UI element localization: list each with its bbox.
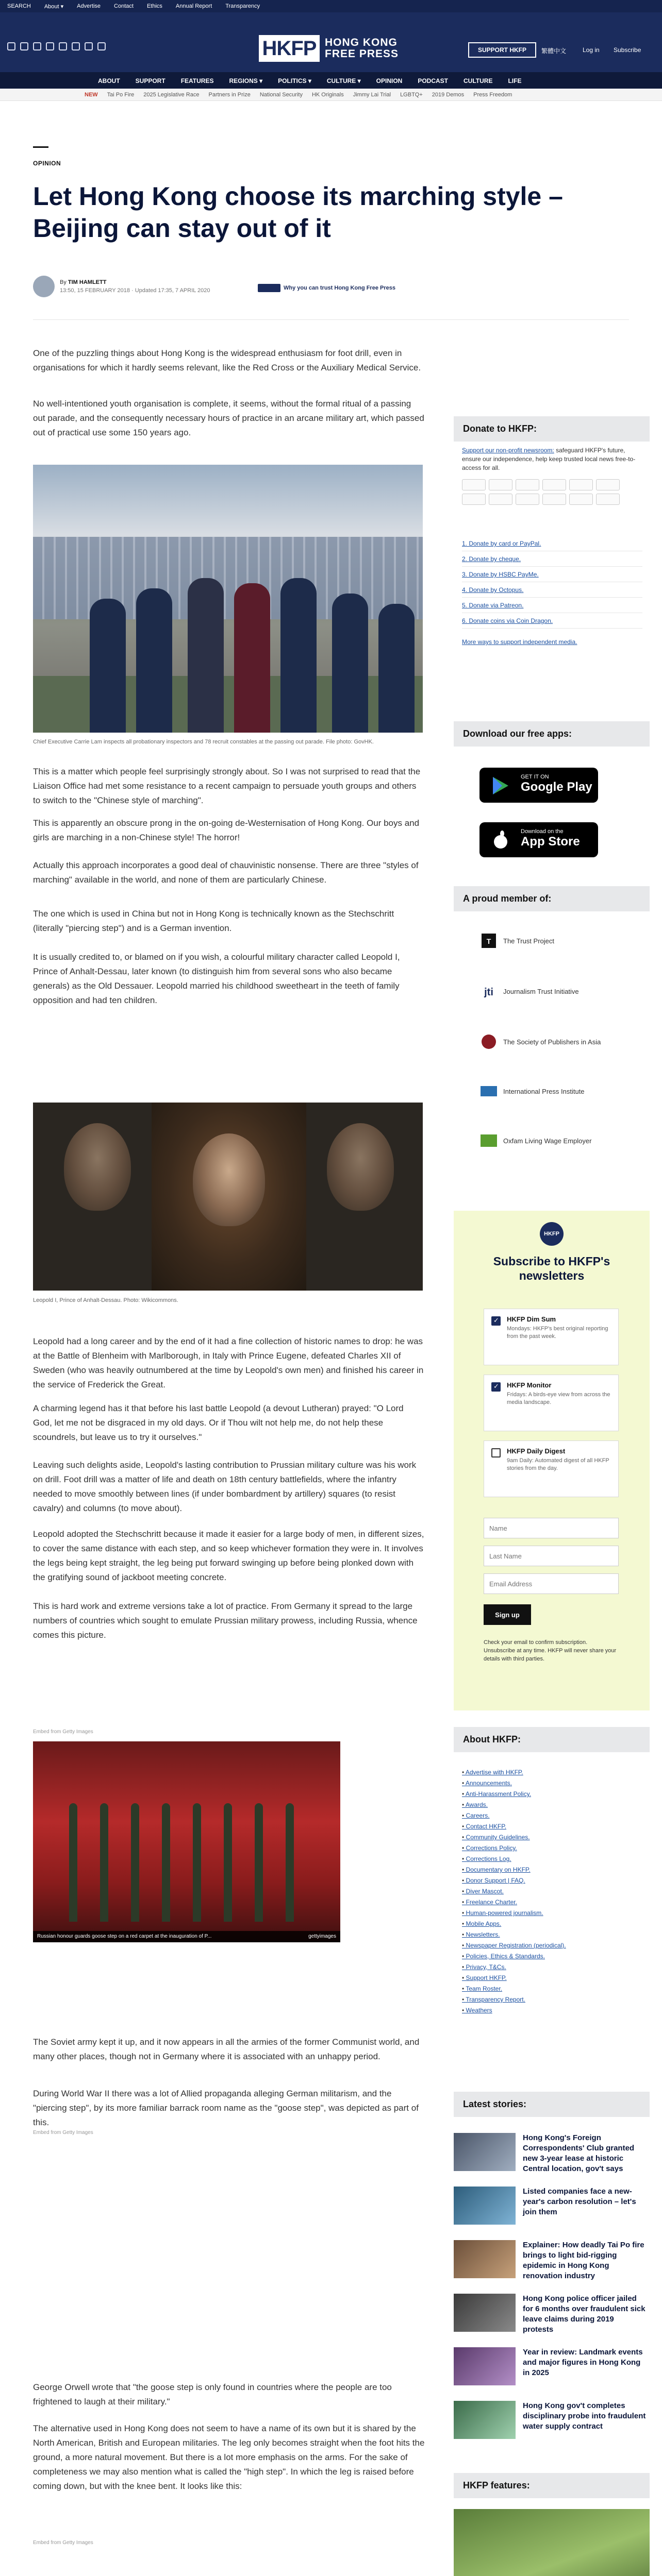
story-title[interactable]: Explainer: How deadly Tai Po fire brings to light bid-rigging epidemic in Hong Kong renovation industry	[523, 2241, 644, 2280]
about-link[interactable]: • Freelance Charter.	[462, 1897, 642, 1908]
language-switch[interactable]: 繁體中文	[541, 47, 567, 55]
wechat-icon	[569, 494, 593, 505]
utility-bar	[0, 0, 662, 12]
donate-text-body: safeguard HKFP's future, ensure our independence, help keep trusted local news free-to-access for all.	[462, 447, 636, 471]
support-hkfp-button[interactable]: SUPPORT HKFP	[468, 42, 536, 58]
donate-text	[462, 446, 642, 472]
google-play-icon	[491, 776, 510, 795]
about-list	[462, 1767, 642, 2016]
paragraph: The alternative used in Hong Kong does not seem to have a name of its own but it is shared by the North American, British and European militaries. The leg only becomes straight when the foot hits the ground, a more natural movement. But there is a lot more emphasis on the arms. For the sake of completeness we may also mention what is called the "high step". In which the leg is raised before coming down, but with the knee bent. It looks like this:	[33, 2424, 425, 2491]
nav-item-support[interactable]: SUPPORT	[135, 77, 166, 84]
nav-item-opinion[interactable]: OPINION	[376, 77, 403, 84]
paypal-icon	[542, 479, 566, 490]
section-tag[interactable]: OPINION	[33, 160, 61, 167]
site-header	[0, 12, 662, 72]
article-headline: Let Hong Kong choose its marching style – Beijing can stay out of it	[33, 182, 563, 243]
about-title: About HKFP:	[454, 1727, 650, 1752]
trending-item[interactable]: National Security	[259, 92, 303, 98]
about-link[interactable]: • Anti-Harassment Policy.	[462, 1789, 642, 1800]
newsletter-desc: Mondays: HKFP's best original reporting from the past week.	[507, 1326, 608, 1340]
payment-methods	[462, 479, 637, 505]
donate-option[interactable]: 3. Donate by HSBC PayMe.	[462, 567, 642, 582]
contact-link[interactable]: Contact	[114, 3, 134, 9]
story-thumbnail[interactable]	[454, 2240, 516, 2278]
photo-caption: Chief Executive Carrie Lam inspects all probationary inspectors and 78 recruit constables at the passing out parade. File photo: GovHK.	[33, 739, 374, 745]
main-nav	[0, 72, 662, 89]
ipi-logo-icon	[479, 1082, 498, 1100]
author-avatar	[33, 276, 55, 297]
about-link[interactable]: • Community Guidelines.	[462, 1832, 642, 1843]
member-sopa[interactable]	[479, 1032, 601, 1051]
donate-option[interactable]: 2. Donate by cheque.	[462, 551, 642, 567]
app-store-bottom: App Store	[521, 835, 580, 849]
parade-photo	[33, 465, 423, 733]
trending-item[interactable]: Tai Po Fire	[107, 92, 135, 98]
trust-badge[interactable]	[258, 283, 395, 293]
member-ipi[interactable]	[479, 1082, 585, 1100]
latest-story[interactable]	[454, 2240, 650, 2292]
paragraph: Actually this approach incorporates a good deal of chauvinistic nonsense. There are three "styles of marching" available in the world, and none of them are particularly Chinese.	[33, 860, 419, 885]
sign-up-button[interactable]: Sign up	[484, 1604, 531, 1625]
about-link[interactable]: • Team Roster.	[462, 1984, 642, 1994]
search-link[interactable]: SEARCH	[7, 3, 31, 9]
nav-item-politics[interactable]: POLITICS ▾	[278, 77, 311, 84]
trending-item[interactable]: 2019 Demos	[432, 92, 465, 98]
patreon-icon	[462, 494, 486, 505]
paragraph: A charming legend has it that before his last battle Leopold (a devout Lutheran) prayed: "O Lord God, let me not be disgraced in my old days. Or if Thou wilt not help me, do not help these scoundrels, but leave us to try it ourselves."	[33, 1403, 404, 1442]
story-title[interactable]: Hong Kong gov't completes disciplinary probe into fraudulent water supply contract	[523, 2401, 646, 2431]
story-thumbnail[interactable]	[454, 2133, 516, 2171]
section-rule	[33, 146, 48, 148]
payme-icon	[569, 479, 593, 490]
paragraph: Leopold adopted the Stechschritt because it made it easier for a large body of men, in different sizes, to cover the same distance with each step, and so keep whichever formation they were in. It involves the legs being kept straight, the leg being put forward swinging up before being plonked down with the gratifying sound of jackboot meeting concrete.	[33, 1529, 424, 1582]
login-link[interactable]: Log in	[583, 46, 600, 54]
new-badge: NEW	[85, 92, 98, 98]
paragraph: Leaving such delights aside, Leopold's lasting contribution to Prussian military culture was his work on drill. Foot drill was a matter of life and death on 18th century battlefields, where the infantry needed to move smoothly between lines (if under bombardment by artillery) squares (to resist cavalry) and columns (to move about).	[33, 1460, 417, 1513]
about-link[interactable]: • Transparency Report.	[462, 1994, 642, 2005]
trending-item[interactable]: HK Originals	[311, 92, 344, 98]
jti-logo-icon	[479, 982, 498, 1001]
trust-project-icon	[258, 284, 280, 292]
about-link[interactable]: • Announcements.	[462, 1778, 642, 1789]
nav-items	[98, 77, 521, 84]
last-name-input[interactable]	[484, 1546, 619, 1566]
nav-item-culture[interactable]: CULTURE	[464, 77, 493, 84]
svg-text:jti: jti	[484, 987, 493, 998]
logo-mark: HKFP	[259, 35, 320, 62]
mastercard-icon	[462, 479, 486, 490]
youtube-icon[interactable]	[46, 42, 54, 50]
trending-items	[85, 92, 512, 98]
story-thumbnail[interactable]	[454, 2347, 516, 2385]
trending-item[interactable]: Partners in Prize	[208, 92, 251, 98]
about-link[interactable]: • Corrections Policy.	[462, 1843, 642, 1854]
paragraph: George Orwell wrote that "the goose step is only found in countries where the people are too frightened to laugh at their military."	[33, 2382, 392, 2406]
twitter-icon[interactable]	[20, 42, 28, 50]
about-link[interactable]: • Advertise with HKFP.	[462, 1767, 642, 1778]
paragraph: During World War II there was a lot of Allied propaganda alleging German militarism, and the "piercing step", by its more familiar barrack room name as the "goose step", was depicted as part of this.	[33, 2089, 419, 2127]
about-link[interactable]: • Policies, Ethics & Standards.	[462, 1951, 642, 1962]
svg-text:T: T	[486, 937, 491, 945]
nav-item-regions[interactable]: REGIONS ▾	[229, 77, 263, 84]
newsletter-desc: 9am Daily: Automated digest of all HKFP stories from the day.	[507, 1458, 609, 1471]
about-link[interactable]: • Awards.	[462, 1800, 642, 1810]
story-thumbnail[interactable]	[454, 2294, 516, 2332]
newsletter-name: HKFP Daily Digest	[507, 1447, 566, 1455]
advertise-link[interactable]: Advertise	[77, 3, 101, 9]
member-jti[interactable]	[479, 982, 579, 1001]
trust-project-logo-icon	[479, 931, 498, 950]
trending-bar	[0, 89, 662, 101]
features-title: HKFP features:	[454, 2473, 650, 2498]
logo-name	[325, 37, 399, 60]
oxfam-logo-icon	[479, 1131, 498, 1150]
donate-option[interactable]: 4. Donate by Octopus.	[462, 582, 642, 598]
ethics-link[interactable]: Ethics	[146, 3, 162, 9]
latest-title: Latest stories:	[454, 2092, 650, 2117]
feature-thumbnail[interactable]	[454, 2509, 650, 2576]
story-thumbnail[interactable]	[454, 2401, 516, 2439]
site-logo[interactable]	[259, 34, 399, 63]
about-link[interactable]: • Mobile Apps.	[462, 1919, 642, 1929]
amex-icon	[516, 479, 539, 490]
nav-item-about[interactable]: ABOUT	[98, 77, 120, 84]
paragraph: This is hard work and extreme versions take a lot of practice. From Germany it spread to the large numbers of countries which sought to emulate Prussian military prowess, including Russia, whence comes this picture.	[33, 1601, 418, 1640]
leopold-portrait	[33, 1103, 423, 1291]
fps-icon	[516, 494, 539, 505]
donate-option[interactable]: 6. Donate coins via Coin Dragon.	[462, 613, 642, 629]
app-store-top: Download on the	[521, 828, 564, 835]
about-menu[interactable]: About ▾	[44, 4, 64, 10]
member-trust-project[interactable]	[479, 931, 554, 950]
trending-item[interactable]: Jimmy Lai Trial	[353, 92, 391, 98]
donate-options	[462, 536, 642, 629]
latest-story[interactable]	[454, 2294, 650, 2345]
checkbox-monitor[interactable]	[491, 1382, 501, 1392]
checkbox-dimsum[interactable]	[491, 1316, 501, 1326]
getty-credit: Embed from Getty Images	[33, 1729, 93, 1735]
author-prefix: By	[60, 279, 67, 285]
newsletter-box	[454, 1211, 650, 1710]
donate-text-link[interactable]: Support our non-profit newsroom:	[462, 447, 554, 454]
feature-story[interactable]	[454, 2509, 650, 2576]
rss-icon[interactable]	[97, 42, 106, 50]
newsletter-badge: HKFP	[540, 1222, 564, 1246]
newsletter-desc: Fridays: A birds-eye view from across the media landscape.	[507, 1392, 610, 1405]
logo-name-line-2: FREE PRESS	[325, 48, 399, 60]
about-link[interactable]: • Careers.	[462, 1810, 642, 1821]
utility-links	[7, 3, 260, 10]
story-thumbnail[interactable]	[454, 2187, 516, 2225]
getty-caption-bar	[33, 1931, 340, 1942]
facebook-icon[interactable]	[7, 42, 15, 50]
email-input[interactable]	[484, 1573, 619, 1594]
newsletter-note: Check your email to confirm subscription. Unsubscribe at any time. HKFP will never share your details with third parties.	[484, 1639, 617, 1662]
latest-story[interactable]	[454, 2347, 650, 2399]
about-link[interactable]: • Weathers	[462, 2005, 642, 2016]
trust-label[interactable]: Why you can trust Hong Kong Free Press	[284, 285, 395, 291]
transparency-link[interactable]: Transparency	[225, 3, 260, 9]
more-ways-link[interactable]: More ways to support independent media.	[462, 638, 577, 646]
story-title[interactable]: Hong Kong's Foreign Correspondents' Club granted new 3-year lease at historic Central location, gov't says	[523, 2133, 635, 2173]
portrait-caption: Leopold I, Prince of Anhalt-Dessau. Photo: Wikicommons.	[33, 1297, 178, 1303]
about-link[interactable]: • Newspaper Registration (periodical).	[462, 1940, 642, 1951]
alipay-icon	[542, 494, 566, 505]
member-name: The Trust Project	[503, 937, 554, 945]
linkedin-icon[interactable]	[59, 42, 67, 50]
cheque-icon	[489, 494, 512, 505]
latest-story[interactable]	[454, 2401, 650, 2452]
apps-title: Download our free apps:	[454, 721, 650, 747]
paragraph: One of the puzzling things about Hong Kong is the widespread enthusiasm for foot drill, even in organisations for which it hardly seems relevant, like the Red Cross or the Auxiliary Medical Service.	[33, 348, 421, 372]
russian-guards-photo[interactable]	[33, 1741, 340, 1942]
donate-title: Donate to HKFP:	[454, 416, 650, 442]
story-title[interactable]: Hong Kong police officer jailed for 6 months over fraudulent sick leave claims during 2019 protests	[523, 2294, 646, 2334]
donate-option[interactable]: 5. Donate via Patreon.	[462, 598, 642, 613]
getty-credit: Embed from Getty Images	[33, 2130, 93, 2136]
visa-icon	[489, 479, 512, 490]
byline	[33, 276, 210, 297]
paragraph: It is usually credited to, or blamed on if you wish, a colourful military character called Leopold I, Prince of Anhalt-Dessau, later known (to distinguish him from several sons who also became generals) as the Old Dessauer. Leopold married his childhood sweetheart in the teeth of family opposition and had ten children.	[33, 952, 400, 1005]
app-store-button[interactable]	[479, 822, 598, 857]
header-divider	[33, 319, 629, 320]
paragraph: The one which is used in China but not in Hong Kong is technically known as the Stechschritt (literally "piercing step") and is a German invention.	[33, 909, 394, 933]
paragraph: No well-intentioned youth organisation is complete, it seems, without the formal ritual of a passing out parade, and the consequently necessary hours of practice in an arcane military art, which passed out of practical use some 150 years ago.	[33, 399, 424, 437]
checkbox-digest[interactable]	[491, 1448, 501, 1458]
octopus-icon	[596, 479, 620, 490]
paragraph: The Soviet army kept it up, and it now appears in all the armies of the former Communist world, and many other places, though not in Germany where it is associated with an unhappy period.	[33, 2037, 420, 2061]
coin-icon	[596, 494, 620, 505]
newsletter-name: HKFP Monitor	[507, 1381, 552, 1389]
google-play-bottom: Google Play	[521, 780, 592, 794]
about-link[interactable]: • Privacy, T&Cs.	[462, 1962, 642, 1973]
instagram-icon[interactable]	[33, 42, 41, 50]
google-play-top: GET IT ON	[521, 774, 549, 780]
paragraph: This is a matter which people feel surprisingly strongly about. So I was not surprised to read that the Liaison Office had met some resistance to a recent campaign to persuade youth groups and others to switch to the "Chinese style of marching".	[33, 767, 421, 805]
subscribe-link[interactable]: Subscribe	[614, 46, 641, 54]
about-link[interactable]: • Documentary on HKFP.	[462, 1865, 642, 1875]
threads-icon[interactable]	[85, 42, 93, 50]
newsletter-name: HKFP Dim Sum	[507, 1315, 556, 1323]
member-name: International Press Institute	[503, 1087, 585, 1095]
social-links	[7, 42, 106, 50]
newsletter-title: Subscribe to HKFP's newsletters	[493, 1255, 610, 1282]
trending-item[interactable]: Press Freedom	[473, 92, 512, 98]
nav-item-culture-menu[interactable]: CULTURE ▾	[326, 77, 361, 84]
name-input[interactable]	[484, 1518, 619, 1538]
newsletter-option-monitor[interactable]	[484, 1375, 619, 1431]
member-name: The Society of Publishers in Asia	[503, 1038, 601, 1046]
about-link[interactable]: • Human-powered journalism.	[462, 1908, 642, 1919]
apple-icon	[491, 831, 510, 850]
story-title[interactable]: Listed companies face a new-year's carbon resolution – let's join them	[523, 2187, 636, 2216]
about-link[interactable]: • Corrections Log.	[462, 1854, 642, 1865]
nav-item-features[interactable]: FEATURES	[180, 77, 214, 84]
story-title[interactable]: Year in review: Landmark events and major figures in Hong Kong in 2025	[523, 2348, 643, 2377]
telegram-icon[interactable]	[72, 42, 80, 50]
sopa-logo-icon	[479, 1032, 498, 1051]
member-name: Oxfam Living Wage Employer	[503, 1137, 592, 1145]
about-link[interactable]: • Contact HKFP.	[462, 1821, 642, 1832]
nav-item-life[interactable]: LIFE	[508, 77, 522, 84]
donate-option[interactable]: 1. Donate by card or PayPal.	[462, 536, 642, 551]
annual-report-link[interactable]: Annual Report	[175, 3, 212, 9]
member-oxfam[interactable]	[479, 1131, 591, 1150]
logo-name-line-1: HONG KONG	[325, 37, 398, 48]
getty-caption: Russian honour guards goose step on a red carpet at the inauguration of P...	[37, 1934, 212, 1939]
about-link[interactable]: • Donor Support | FAQ.	[462, 1875, 642, 1886]
latest-story[interactable]	[454, 2133, 650, 2184]
article-date: 13:50, 15 FEBRUARY 2018 · Updated 17:35, 7 APRIL 2020	[60, 287, 210, 294]
about-link[interactable]: • Support HKFP.	[462, 1973, 642, 1984]
member-name: Journalism Trust Initiative	[503, 987, 579, 995]
about-link[interactable]: • Newsletters.	[462, 1929, 642, 1940]
member-title: A proud member of:	[454, 886, 650, 911]
newsletter-option-digest[interactable]	[484, 1440, 619, 1497]
paragraph: Leopold had a long career and by the end of it had a fine collection of historic names to drop: he was at the Battle of Blenheim with Marlborough, in Italy with Prince Eugene, defeated Charles XII of Sweden (who was heavily outnumbered at the time by Leopold's own men) and finished his career in the service of Frederick the Great.	[33, 1336, 424, 1389]
getty-credit: Embed from Getty Images	[33, 2540, 93, 2546]
author-name[interactable]: TIM HAMLETT	[68, 279, 107, 285]
paragraph: This is apparently an obscure prong in the on-going de-Westernisation of Hong Kong. Our boys and girls are marching in a non-Chinese style! The horror!	[33, 818, 420, 842]
author-line	[60, 279, 210, 285]
latest-story[interactable]	[454, 2187, 650, 2238]
trending-item[interactable]: 2025 Legislative Race	[143, 92, 200, 98]
nav-item-podcast[interactable]: PODCAST	[418, 77, 449, 84]
trending-item[interactable]: LGBTQ+	[400, 92, 423, 98]
google-play-button[interactable]	[479, 768, 598, 803]
getty-brand[interactable]: gettyimages	[308, 1934, 336, 1939]
about-link[interactable]: • Diver Mascot.	[462, 1886, 642, 1897]
newsletter-option-dimsum[interactable]	[484, 1309, 619, 1365]
